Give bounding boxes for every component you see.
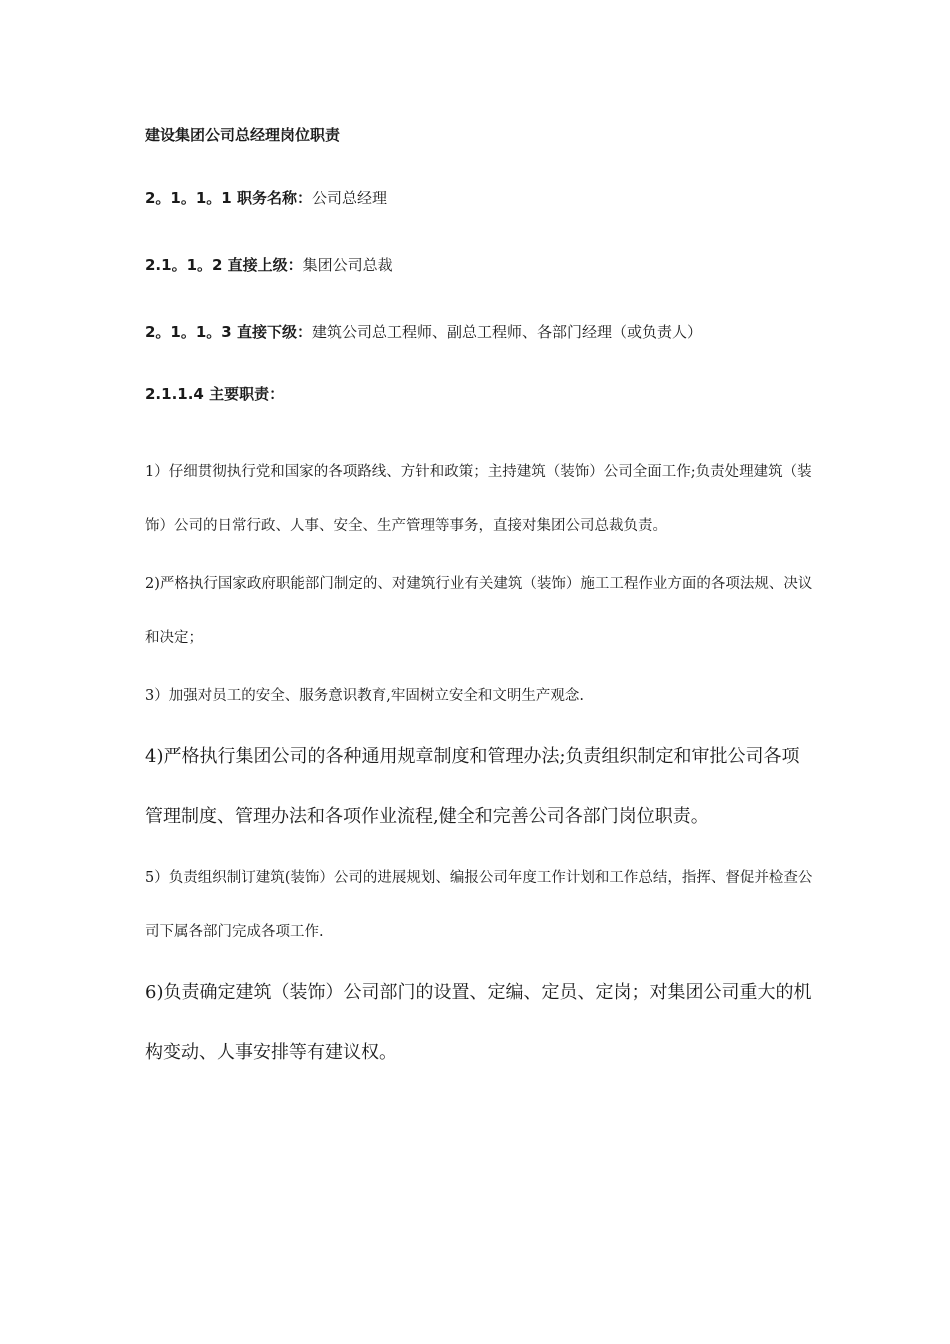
duty-item-2: 2)严格执行国家政府职能部门制定的、对建筑行业有关建筑（装饰）施工工程作业方面的各项法规、决议和决定； (145, 576, 813, 646)
document-body (145, 124, 815, 1083)
field-direct-superior (145, 254, 815, 276)
duties-heading: 2.1.1.4 主要职责： (145, 385, 285, 403)
document-title: 建设集团公司总经理岗位职责 (145, 126, 341, 144)
duty-item-4: 4)严格执行集团公司的各种通用规章制度和管理办法;负责组织制定和审批公司各项管理制度、管理办法和各项作业流程,健全和完善公司各部门岗位职责。 (145, 746, 800, 827)
field-label: 2.1。1。2 直接上级： (145, 256, 303, 274)
duty-item-5: 5）负责组织制订建筑(装饰）公司的进展规划、编报公司年度工作计划和工作总结，指挥、督促并检查公司下属各部门完成各项工作. (145, 870, 813, 940)
field-value: 公司总经理 (311, 189, 387, 207)
field-value: 集团公司总裁 (302, 256, 393, 274)
field-label: 2。1。1。1 职务名称： (145, 189, 312, 207)
field-job-title (145, 187, 815, 209)
field-label: 2。1。1。3 直接下级： (145, 323, 312, 341)
duty-item-1: 1）仔细贯彻执行党和国家的各项路线、方针和政策；主持建筑（装饰）公司全面工作;负责处理建筑（装饰）公司的日常行政、人事、安全、生产管理等事务，直接对集团公司总裁负责。 (145, 464, 812, 534)
field-direct-subordinates (145, 321, 815, 343)
duty-item-6: 6)负责确定建筑（装饰）公司部门的设置、定编、定员、定岗；对集团公司重大的机构变动、人事安排等有建议权。 (145, 982, 812, 1063)
field-value: 建筑公司总工程师、副总工程师、各部门经理（或负责人） (311, 323, 702, 341)
duty-item-3: 3）加强对员工的安全、服务意识教育,牢固树立安全和文明生产观念. (145, 688, 584, 704)
